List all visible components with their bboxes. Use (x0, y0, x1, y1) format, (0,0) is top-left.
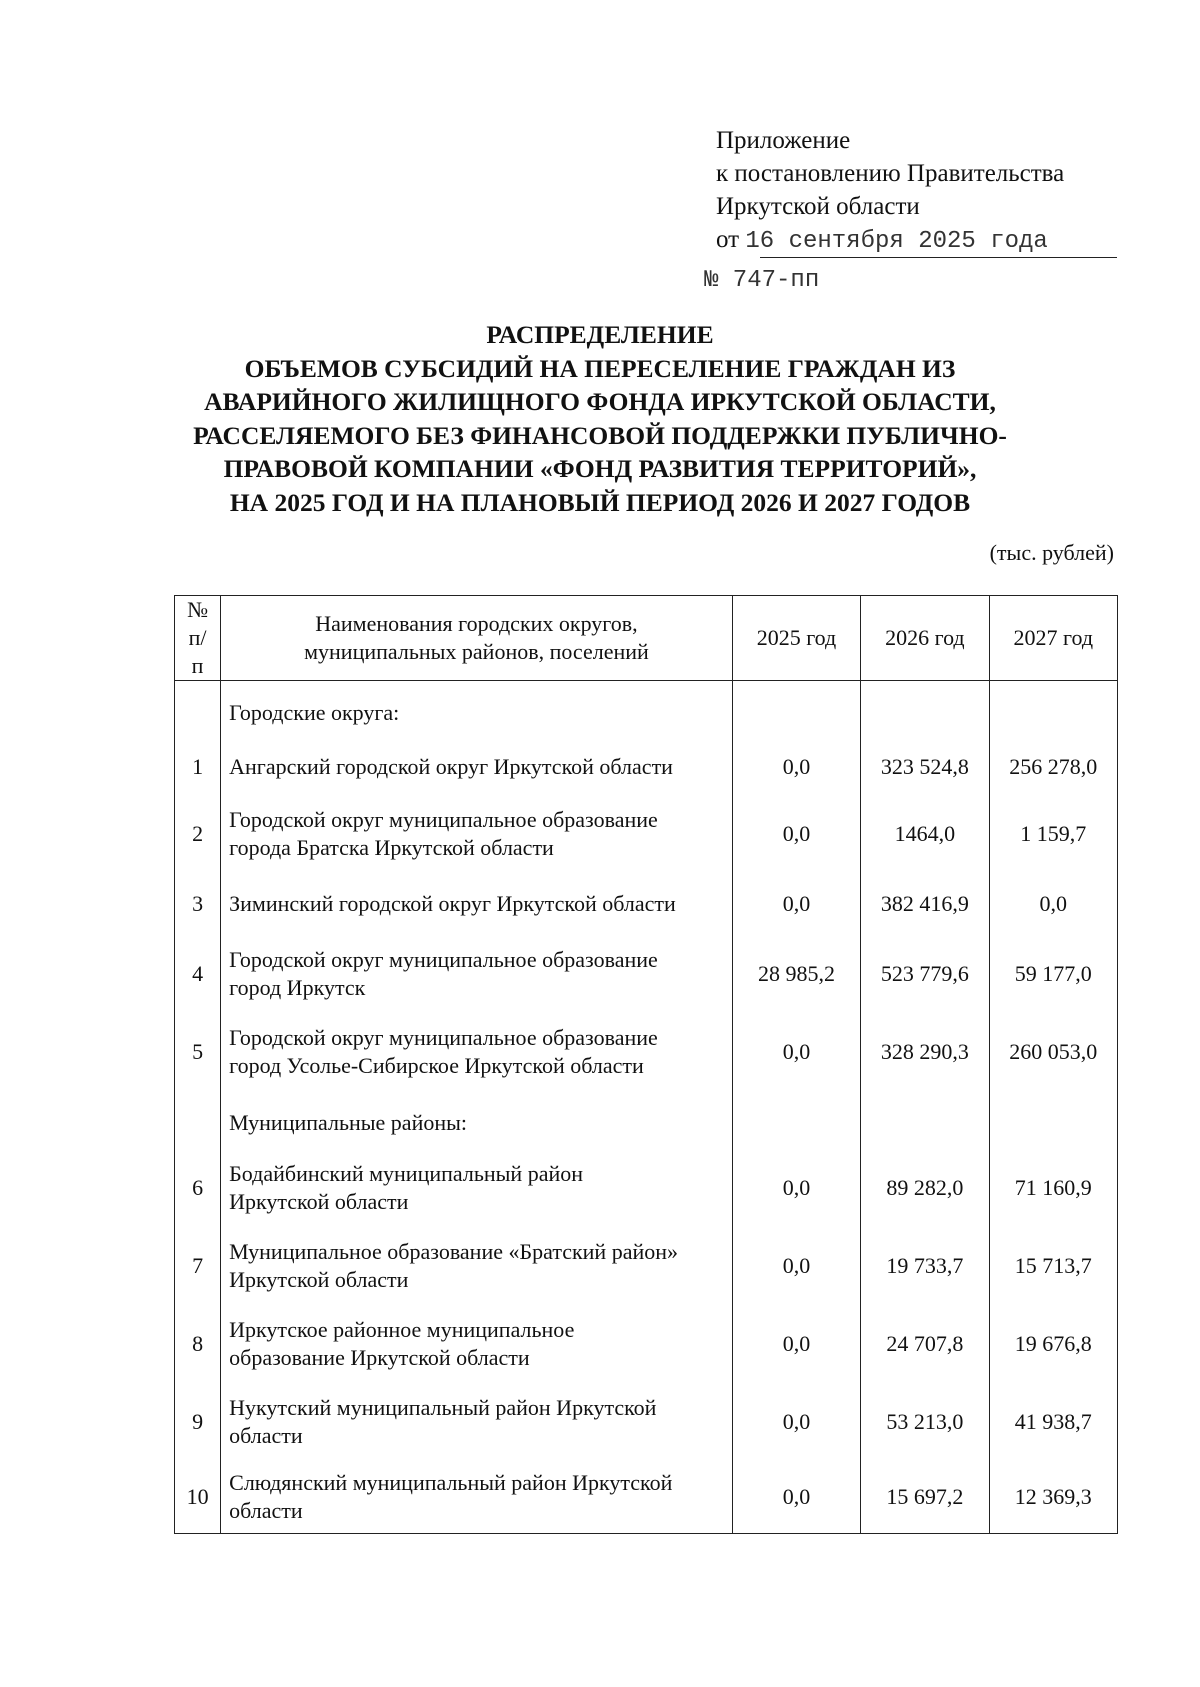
row-value-2027: 260 053,0 (989, 1013, 1117, 1091)
row-number: 5 (175, 1013, 221, 1091)
row-value-2025: 0,0 (732, 1013, 860, 1091)
header-2025: 2025 год (732, 596, 860, 681)
table-row (175, 1383, 1118, 1461)
date-prefix: от (716, 226, 740, 253)
row-value-2026: 1464,0 (861, 795, 989, 873)
row-value-2026: 19 733,7 (861, 1227, 989, 1305)
row-value-2026: 53 213,0 (861, 1383, 989, 1461)
group-label: Муниципальные районы: (221, 1091, 733, 1149)
table-row (175, 795, 1118, 873)
row-name-line-1: Городской округ муниципальное образование (229, 807, 658, 832)
distribution-table (174, 595, 1118, 1534)
group-row-municipal-districts (175, 1091, 1118, 1149)
table-row (175, 1149, 1118, 1227)
header-2027: 2027 год (989, 596, 1117, 681)
table-row (175, 1013, 1118, 1091)
row-name (221, 873, 733, 935)
row-name-line-1: Городской округ муниципальное образование (229, 1025, 658, 1050)
row-name (221, 1013, 733, 1091)
row-value-2027: 19 676,8 (989, 1305, 1117, 1383)
row-value-2027: 59 177,0 (989, 935, 1117, 1013)
row-value-2027: 41 938,7 (989, 1383, 1117, 1461)
table-row (175, 1461, 1118, 1534)
resolution-number: № 747-пп (704, 267, 820, 294)
row-value-2025: 28 985,2 (732, 935, 860, 1013)
row-name-line-1: Иркутское районное муниципальное (229, 1317, 575, 1342)
row-number: 10 (175, 1461, 221, 1534)
row-number: 4 (175, 935, 221, 1013)
row-name-line-2: города Братска Иркутской области (229, 835, 554, 860)
row-value-2027: 71 160,9 (989, 1149, 1117, 1227)
row-value-2025: 0,0 (732, 795, 860, 873)
row-value-2026: 89 282,0 (861, 1149, 989, 1227)
date-value: 16 сентября 2025 года (745, 228, 1048, 255)
row-name-line-2: области (229, 1423, 303, 1448)
row-name-line-2: образование Иркутской области (229, 1345, 530, 1370)
row-value-2027: 1 159,7 (989, 795, 1117, 873)
row-value-2027: 15 713,7 (989, 1227, 1117, 1305)
appendix-date-line (716, 223, 1156, 258)
row-value-2026: 328 290,3 (861, 1013, 989, 1091)
row-name-line-2: Иркутской области (229, 1189, 409, 1214)
row-name-line-2: Иркутской области (229, 1267, 409, 1292)
row-name (221, 935, 733, 1013)
group-row-city-districts (175, 681, 1118, 740)
row-value-2025: 0,0 (732, 1149, 860, 1227)
title-line-2: ОБЪЕМОВ СУБСИДИЙ НА ПЕРЕСЕЛЕНИЕ ГРАЖДАН ИЗ (244, 353, 956, 383)
header-2026: 2026 год (861, 596, 989, 681)
row-value-2025: 0,0 (732, 1227, 860, 1305)
title-line-3: АВАРИЙНОГО ЖИЛИЩНОГО ФОНДА ИРКУТСКОЙ ОБЛАСТИ, (204, 387, 996, 416)
row-name (221, 795, 733, 873)
row-name (221, 1305, 733, 1383)
table-row (175, 935, 1118, 1013)
row-name-line-1: Бодайбинский муниципальный район (229, 1161, 584, 1186)
row-name-line-1: Слюдянский муниципальный район Иркутской (229, 1470, 673, 1495)
row-value-2027: 12 369,3 (989, 1461, 1117, 1534)
row-name-line-2: области (229, 1498, 303, 1523)
row-value-2026: 15 697,2 (861, 1461, 989, 1534)
table-header-row (175, 596, 1118, 681)
row-value-2025: 0,0 (732, 1461, 860, 1534)
group-label: Городские округа: (221, 681, 733, 740)
row-number: 1 (175, 739, 221, 795)
row-value-2026: 523 779,6 (861, 935, 989, 1013)
row-value-2025: 0,0 (732, 739, 860, 795)
row-value-2026: 24 707,8 (861, 1305, 989, 1383)
row-value-2027: 0,0 (989, 873, 1117, 935)
row-name-line-1: Нукутский муниципальный район Иркутской (229, 1395, 657, 1420)
row-name (221, 1227, 733, 1305)
row-number: 2 (175, 795, 221, 873)
table-body (175, 681, 1118, 1534)
title-line-4: РАССЕЛЯЕМОГО БЕЗ ФИНАНСОВОЙ ПОДДЕРЖКИ ПУБЛИЧНО- (193, 420, 1007, 450)
row-name-line-1: Ангарский городской округ Иркутской области (229, 754, 673, 779)
row-number: 3 (175, 873, 221, 935)
table-row (175, 1227, 1118, 1305)
table-row (175, 873, 1118, 935)
row-name (221, 1149, 733, 1227)
title-line-6: НА 2025 ГОД И НА ПЛАНОВЫЙ ПЕРИОД 2026 И 2027 ГОДОВ (229, 487, 971, 517)
table-row (175, 1305, 1118, 1383)
row-value-2025: 0,0 (732, 1383, 860, 1461)
units-note: (тыс. рублей) (989, 540, 1114, 565)
row-number: 9 (175, 1383, 221, 1461)
title-line-5: ПРАВОВОЙ КОМПАНИИ «ФОНД РАЗВИТИЯ ТЕРРИТОРИЙ», (223, 454, 977, 483)
title-line-1: РАСПРЕДЕЛЕНИЕ (486, 320, 714, 349)
row-value-2026: 323 524,8 (861, 739, 989, 795)
row-name (221, 739, 733, 795)
appendix-label: Приложение (716, 127, 851, 154)
row-name-line-1: Городской округ муниципальное образование (229, 947, 658, 972)
appendix-region: Иркутской области (716, 193, 920, 220)
row-name (221, 1461, 733, 1534)
row-number: 7 (175, 1227, 221, 1305)
row-name-line-1: Зиминский городской округ Иркутской области (229, 891, 676, 916)
row-name-line-2: город Усолье-Сибирское Иркутской области (229, 1053, 644, 1078)
document-title (120, 318, 1080, 519)
row-name (221, 1383, 733, 1461)
appendix-resolution: к постановлению Правительства (716, 160, 1065, 187)
table-row (175, 739, 1118, 795)
row-value-2025: 0,0 (732, 1305, 860, 1383)
date-underline (760, 257, 1117, 258)
row-name-line-1: Муниципальное образование «Братский район» (229, 1239, 679, 1264)
row-value-2026: 382 416,9 (861, 873, 989, 935)
row-value-2027: 256 278,0 (989, 739, 1117, 795)
row-name-line-2: город Иркутск (229, 975, 366, 1000)
row-value-2025: 0,0 (732, 873, 860, 935)
header-name: Наименования городских округов, муниципальных районов, поселений (221, 596, 733, 681)
row-number: 8 (175, 1305, 221, 1383)
header-number: № п/п (175, 596, 221, 681)
row-number: 6 (175, 1149, 221, 1227)
appendix-block (704, 124, 1156, 297)
